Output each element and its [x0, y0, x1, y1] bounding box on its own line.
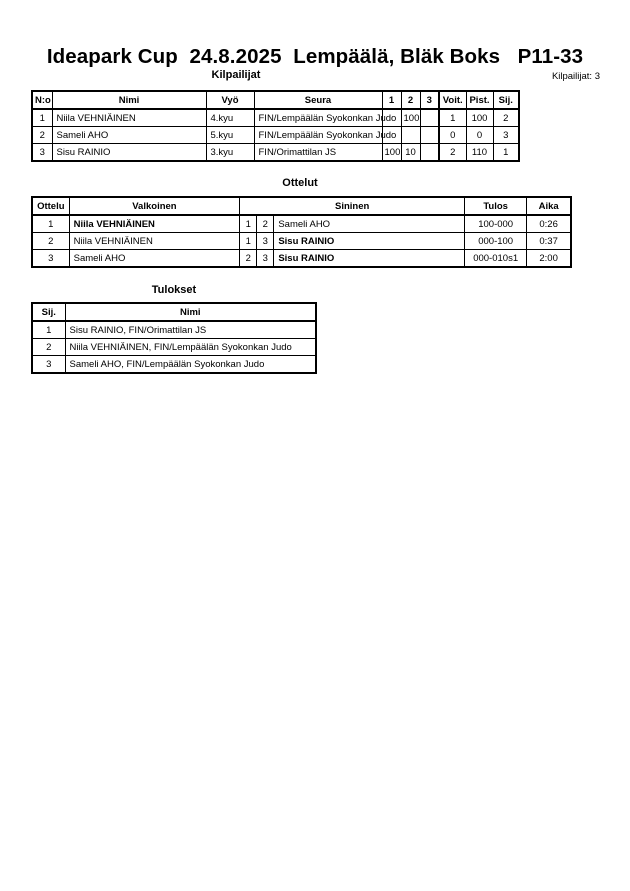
- match-no: 2: [32, 233, 69, 250]
- competitor-wins: 0: [439, 127, 466, 144]
- result-place: 3: [32, 356, 65, 374]
- col-place: Sij.: [493, 91, 519, 109]
- competitor-no: 2: [32, 127, 52, 144]
- match-white-no: 2: [240, 250, 257, 268]
- table-row: [32, 339, 316, 356]
- table-row: [32, 144, 519, 162]
- competitor-name: Sameli AHO: [52, 127, 206, 144]
- match-white: Sameli AHO: [69, 250, 240, 268]
- col-no: N:o: [32, 91, 52, 109]
- competitor-club: FIN/Lempäälän Syokonkan Judo: [254, 127, 382, 144]
- col-match: Ottelu: [32, 197, 69, 215]
- match-time: 2:00: [527, 250, 571, 268]
- competitor-no: 3: [32, 144, 52, 162]
- competitor-r2: 100: [401, 109, 420, 127]
- competitor-no: 1: [32, 109, 52, 127]
- match-blue-no: 2: [257, 215, 274, 233]
- matches-title: Ottelut: [282, 177, 318, 189]
- competitor-points: 100: [466, 109, 493, 127]
- result-name: Sisu RAINIO, FIN/Orimattilan JS: [65, 321, 316, 339]
- match-blue-no: 3: [257, 233, 274, 250]
- competitor-club: FIN/Orimattilan JS: [254, 144, 382, 162]
- match-blue: Sisu RAINIO: [274, 233, 465, 250]
- competitor-wins: 1: [439, 109, 466, 127]
- match-blue: Sameli AHO: [274, 215, 465, 233]
- match-white-no: 1: [240, 215, 257, 233]
- col-time: Aika: [527, 197, 571, 215]
- competitor-place: 1: [493, 144, 519, 162]
- results-title: Tulokset: [151, 284, 197, 296]
- col-place: Sij.: [32, 303, 65, 321]
- col-name: Nimi: [52, 91, 206, 109]
- matches-table: [31, 196, 572, 268]
- match-result: 000-100: [465, 233, 527, 250]
- table-row: [32, 321, 316, 339]
- match-time: 0:37: [527, 233, 571, 250]
- col-r2: 2: [401, 91, 420, 109]
- col-points: Pist.: [466, 91, 493, 109]
- col-name: Nimi: [65, 303, 316, 321]
- match-no: 3: [32, 250, 69, 268]
- match-result: 000-010s1: [465, 250, 527, 268]
- competitor-belt: 3.kyu: [206, 144, 254, 162]
- col-r1: 1: [382, 91, 401, 109]
- result-place: 1: [32, 321, 65, 339]
- competitor-place: 2: [493, 109, 519, 127]
- col-white: Valkoinen: [69, 197, 240, 215]
- match-white: Niila VEHNIÄINEN: [69, 215, 240, 233]
- match-white: Niila VEHNIÄINEN: [69, 233, 240, 250]
- competitor-wins: 2: [439, 144, 466, 162]
- col-club: Seura: [254, 91, 382, 109]
- match-white-no: 1: [240, 233, 257, 250]
- page-title: Ideapark Cup 24.8.2025 Lempäälä, Bläk Boks P11-33: [46, 45, 584, 68]
- table-row: [32, 127, 519, 144]
- competitor-club: FIN/Lempäälän Syokonkan Judo: [254, 109, 382, 127]
- competitor-points: 0: [466, 127, 493, 144]
- competitor-r3: [420, 144, 439, 162]
- competitors-table: [31, 90, 520, 162]
- competitor-place: 3: [493, 127, 519, 144]
- result-name: Niila VEHNIÄINEN, FIN/Lempäälän Syokonkan Judo: [65, 339, 316, 356]
- col-r3: 3: [420, 91, 439, 109]
- match-result: 100-000: [465, 215, 527, 233]
- competitor-belt: 4.kyu: [206, 109, 254, 127]
- competitors-count: Kilpailijat: 3: [551, 71, 600, 82]
- col-wins: Voit.: [439, 91, 466, 109]
- competitor-r2: 10: [401, 144, 420, 162]
- table-row: [32, 356, 316, 374]
- table-row: [32, 109, 519, 127]
- results-table: [31, 302, 317, 374]
- table-row: [32, 233, 571, 250]
- competitor-name: Sisu RAINIO: [52, 144, 206, 162]
- result-name: Sameli AHO, FIN/Lempäälän Syokonkan Judo: [65, 356, 316, 374]
- match-no: 1: [32, 215, 69, 233]
- match-blue-no: 3: [257, 250, 274, 268]
- competitor-r3: [420, 127, 439, 144]
- competitor-r2: [401, 127, 420, 144]
- col-belt: Vyö: [206, 91, 254, 109]
- competitor-r3: [420, 109, 439, 127]
- competitors-title: Kilpailijat: [211, 69, 261, 81]
- table-row: [32, 215, 571, 233]
- col-result: Tulos: [465, 197, 527, 215]
- match-time: 0:26: [527, 215, 571, 233]
- table-row: [32, 250, 571, 268]
- competitor-name: Niila VEHNIÄINEN: [52, 109, 206, 127]
- competitor-points: 110: [466, 144, 493, 162]
- competitor-belt: 5.kyu: [206, 127, 254, 144]
- result-place: 2: [32, 339, 65, 356]
- match-blue: Sisu RAINIO: [274, 250, 465, 268]
- col-blue: Sininen: [240, 197, 465, 215]
- competitor-r1: 100: [382, 144, 401, 162]
